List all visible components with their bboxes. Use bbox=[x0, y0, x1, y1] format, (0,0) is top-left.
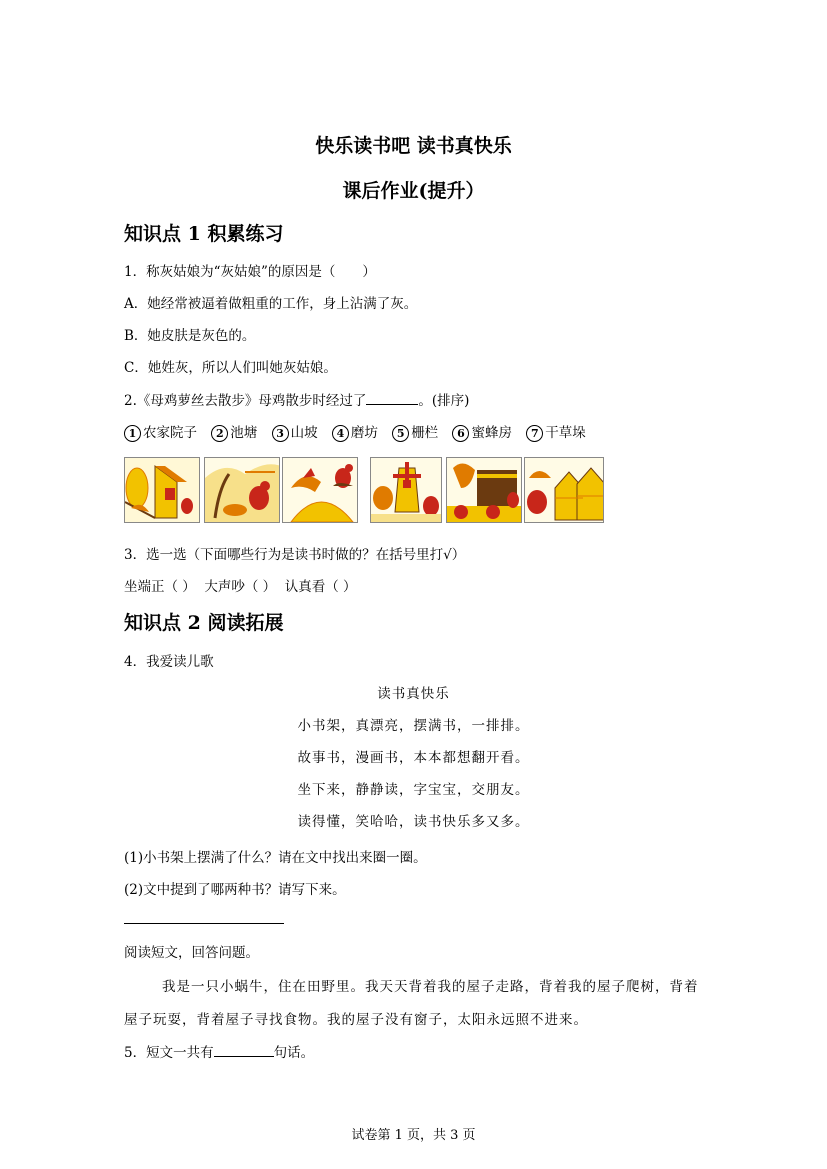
page-subtitle: 课后作业(提升） bbox=[342, 180, 485, 202]
circled-number: 7 bbox=[526, 425, 543, 442]
poem-title: 读书真快乐 bbox=[377, 686, 450, 702]
q2-answer-blank[interactable] bbox=[366, 404, 418, 405]
reading-passage-line: 我是一只小蜗牛，住在田野里。我天天背着我的屋子走路，背着我的屋子爬树，背着 bbox=[162, 979, 699, 995]
illustration-pond bbox=[204, 457, 280, 523]
q1-option-c: C．她姓灰，所以人们叫她灰姑娘。 bbox=[124, 360, 337, 376]
q2-option-label: 干草垛 bbox=[545, 425, 586, 441]
q4-sub1: (1)小书架上摆满了什么？请在文中找出来圈一圈。 bbox=[124, 850, 427, 866]
page-title: 快乐读书吧 读书真快乐 bbox=[315, 135, 512, 157]
circled-number: 4 bbox=[332, 425, 349, 442]
poem-line: 小书架，真漂亮，摆满书，一排排。 bbox=[297, 718, 530, 734]
q2-option bbox=[211, 425, 257, 441]
q3-choices[interactable]: 坐端正（ ） 大声吵（ ） 认真看（ ） bbox=[124, 579, 357, 595]
q2-option bbox=[124, 425, 197, 441]
q2-option-label: 蜜蜂房 bbox=[471, 425, 512, 441]
q1-option-a: A．她经常被逼着做粗重的工作，身上沾满了灰。 bbox=[124, 296, 418, 312]
circled-number: 5 bbox=[392, 425, 409, 442]
illustration-mill bbox=[370, 457, 442, 523]
q2-option-label: 池塘 bbox=[230, 425, 258, 441]
q2-stem-before: 2.《母鸡萝丝去散步》母鸡散步时经过了 bbox=[124, 393, 367, 409]
poem-line: 读得懂，笑哈哈，读书快乐多又多。 bbox=[297, 814, 530, 830]
poem-line: 坐下来，静静读，字宝宝，交朋友。 bbox=[297, 782, 530, 798]
illustration-fence bbox=[446, 457, 522, 523]
q2-options bbox=[124, 421, 596, 442]
illustration-beehives bbox=[524, 457, 604, 523]
q2-option bbox=[526, 425, 586, 441]
q2-option-label: 农家院子 bbox=[143, 425, 197, 441]
reading-intro: 阅读短文，回答问题。 bbox=[124, 945, 259, 961]
q2-stem bbox=[124, 389, 469, 409]
answer-line[interactable] bbox=[124, 923, 284, 924]
q5-after: 句话。 bbox=[273, 1045, 315, 1061]
circled-number: 6 bbox=[452, 425, 469, 442]
q2-option bbox=[392, 425, 438, 441]
q2-option-label: 栅栏 bbox=[411, 425, 439, 441]
poem-line: 故事书，漫画书，本本都想翻开看。 bbox=[297, 750, 530, 766]
q2-stem-after: 。(排序) bbox=[418, 393, 470, 409]
section-heading-1: 知识点 1 积累练习 bbox=[124, 223, 284, 245]
story-illustrations bbox=[124, 457, 604, 523]
q4-stem: 4．我爱读儿歌 bbox=[124, 654, 214, 670]
circled-number: 3 bbox=[272, 425, 289, 442]
q3-stem: 3．选一选（下面哪些行为是读书时做的？在括号里打√） bbox=[124, 547, 466, 563]
page-footer: 试卷第 1 页，共 3 页 bbox=[351, 1128, 476, 1143]
q5-before: 5．短文一共有 bbox=[124, 1045, 214, 1061]
reading-passage-line: 屋子玩耍，背着屋子寻找食物。我的屋子没有窗子，太阳永远照不进来。 bbox=[124, 1012, 588, 1028]
q2-option-label: 山坡 bbox=[290, 425, 318, 441]
q1-stem: 1．称灰姑娘为“灰姑娘”的原因是（ ） bbox=[124, 264, 376, 280]
circled-number: 1 bbox=[124, 425, 141, 442]
q2-option bbox=[272, 425, 318, 441]
q4-sub2: (2)文中提到了哪两种书？请写下来。 bbox=[124, 882, 346, 898]
illustration-hill bbox=[282, 457, 358, 523]
q2-option bbox=[332, 425, 378, 441]
q1-option-b: B．她皮肤是灰色的。 bbox=[124, 328, 256, 344]
section-heading-2: 知识点 2 阅读拓展 bbox=[124, 612, 284, 634]
q5-answer-blank[interactable] bbox=[214, 1056, 274, 1057]
q2-option-label: 磨坊 bbox=[350, 425, 378, 441]
circled-number: 2 bbox=[211, 425, 228, 442]
q5-stem bbox=[124, 1041, 314, 1061]
q2-option bbox=[452, 425, 512, 441]
illustration-farmyard bbox=[124, 457, 200, 523]
